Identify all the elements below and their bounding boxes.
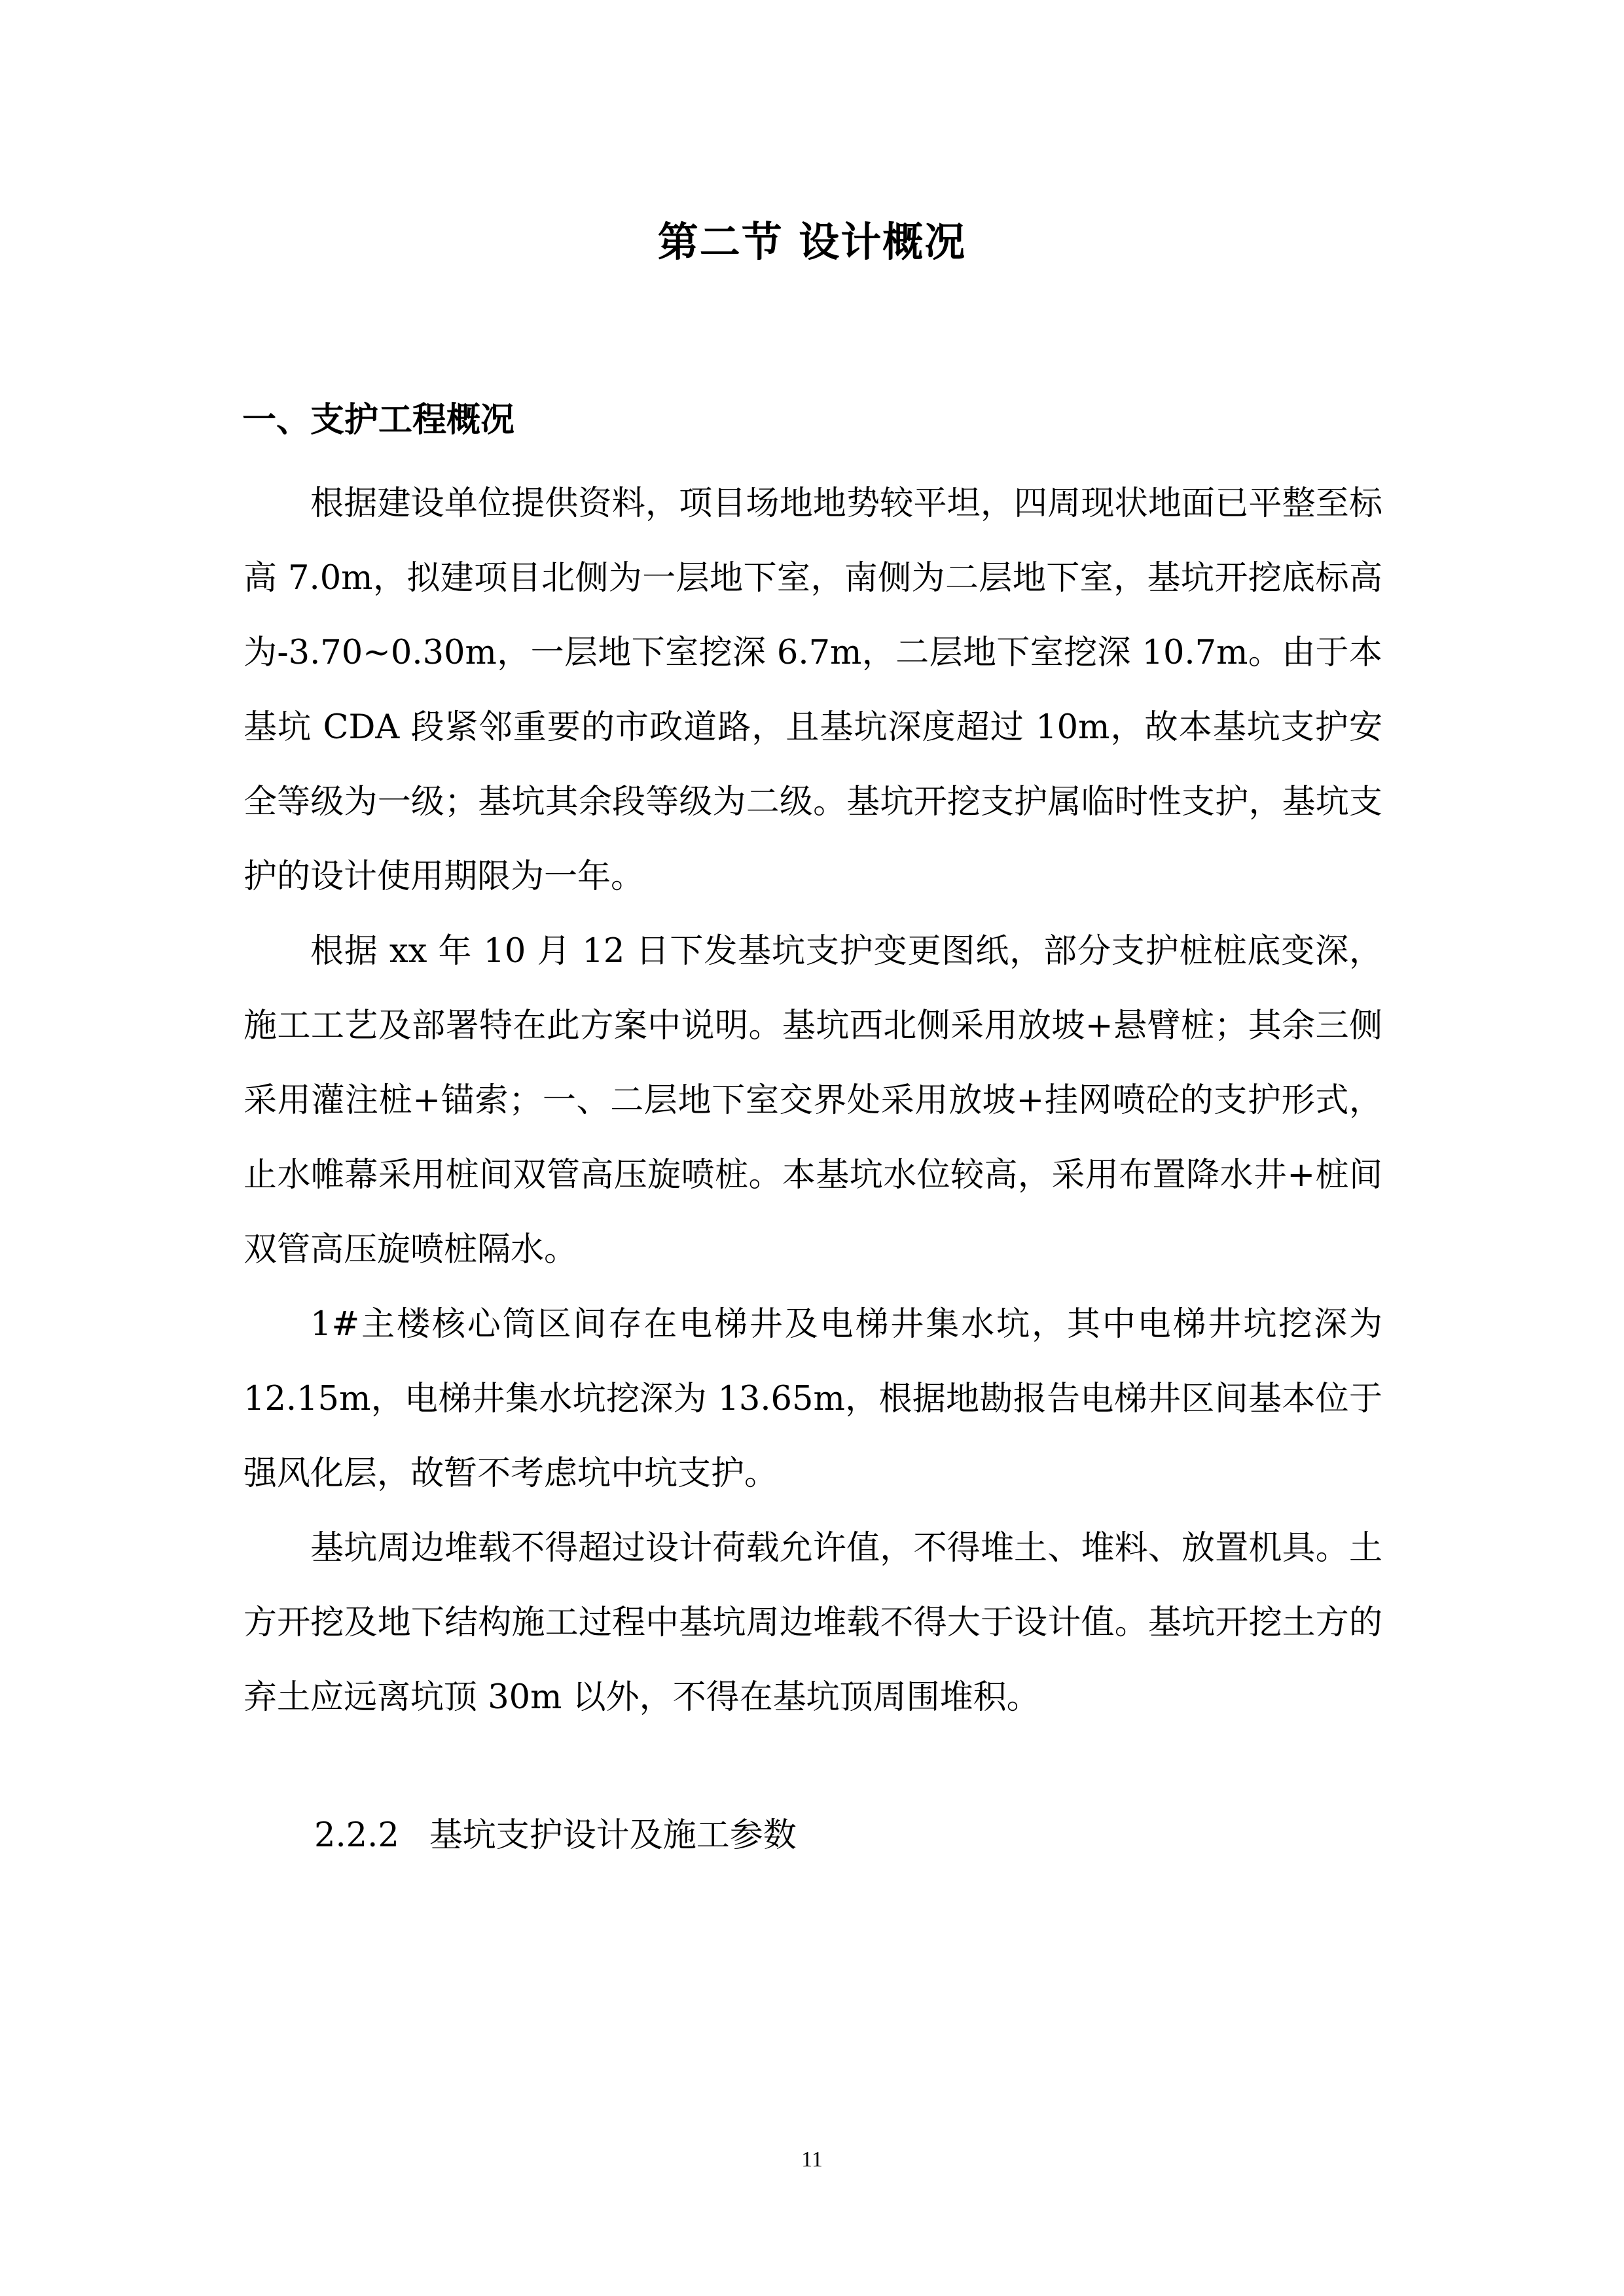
subsection-title: 基坑支护设计及施工参数	[429, 1816, 797, 1855]
subsection-number: 2.2.2	[314, 1816, 399, 1855]
paragraph-design-change: 根据 xx 年 10 月 12 日下发基坑支护变更图纸，部分支护桩桩底变深，施工工艺及部署特在此方案中说明。基坑西北侧采用放坡+悬臂桩；其余三侧采用灌注桩+锚索；一、二层地下室交界处采用放坡+挂网喷砼的支护形式，止水帷幕采用桩间双管高压旋喷桩。本基坑水位较高，采用布置降水井+桩间双管高压旋喷桩隔水。	[244, 932, 1382, 1269]
subsection-heading	[314, 1806, 797, 1865]
body-text	[244, 467, 1382, 1735]
paragraph-surcharge-limits: 基坑周边堆载不得超过设计荷载允许值，不得堆土、堆料、放置机具。土方开挖及地下结构施工过程中基坑周边堆载不得大于设计值。基坑开挖土方的弃土应远离坑顶 30m 以外，不得在基坑顶周围堆积。	[244, 1529, 1382, 1717]
paragraph-site-overview: 根据建设单位提供资料，项目场地地势较平坦，四周现状地面已平整至标高 7.0m，拟建项目北侧为一层地下室，南侧为二层地下室，基坑开挖底标高为-3.70~0.30m，一层地下室挖深 6.7m，二层地下室挖深 10.7m。由于本基坑 CDA 段紧邻重要的市政道路，且基坑深度超过 10m，故本基坑支护安全等级为一级；基坑其余段等级为二级。基坑开挖支护属临时性支护，基坑支护的设计使用期限为一年。	[244, 484, 1382, 896]
section-heading: 一、支护工程概况	[242, 400, 515, 440]
page-title: 第二节 设计概况	[657, 218, 967, 266]
page-number: 11	[801, 2147, 823, 2172]
paragraph-elevator-pit: 1#主楼核心筒区间存在电梯井及电梯井集水坑，其中电梯井坑挖深为 12.15m，电梯井集水坑挖深为 13.65m，根据地勘报告电梯井区间基本位于强风化层，故暂不考虑坑中坑支护。	[244, 1305, 1382, 1493]
